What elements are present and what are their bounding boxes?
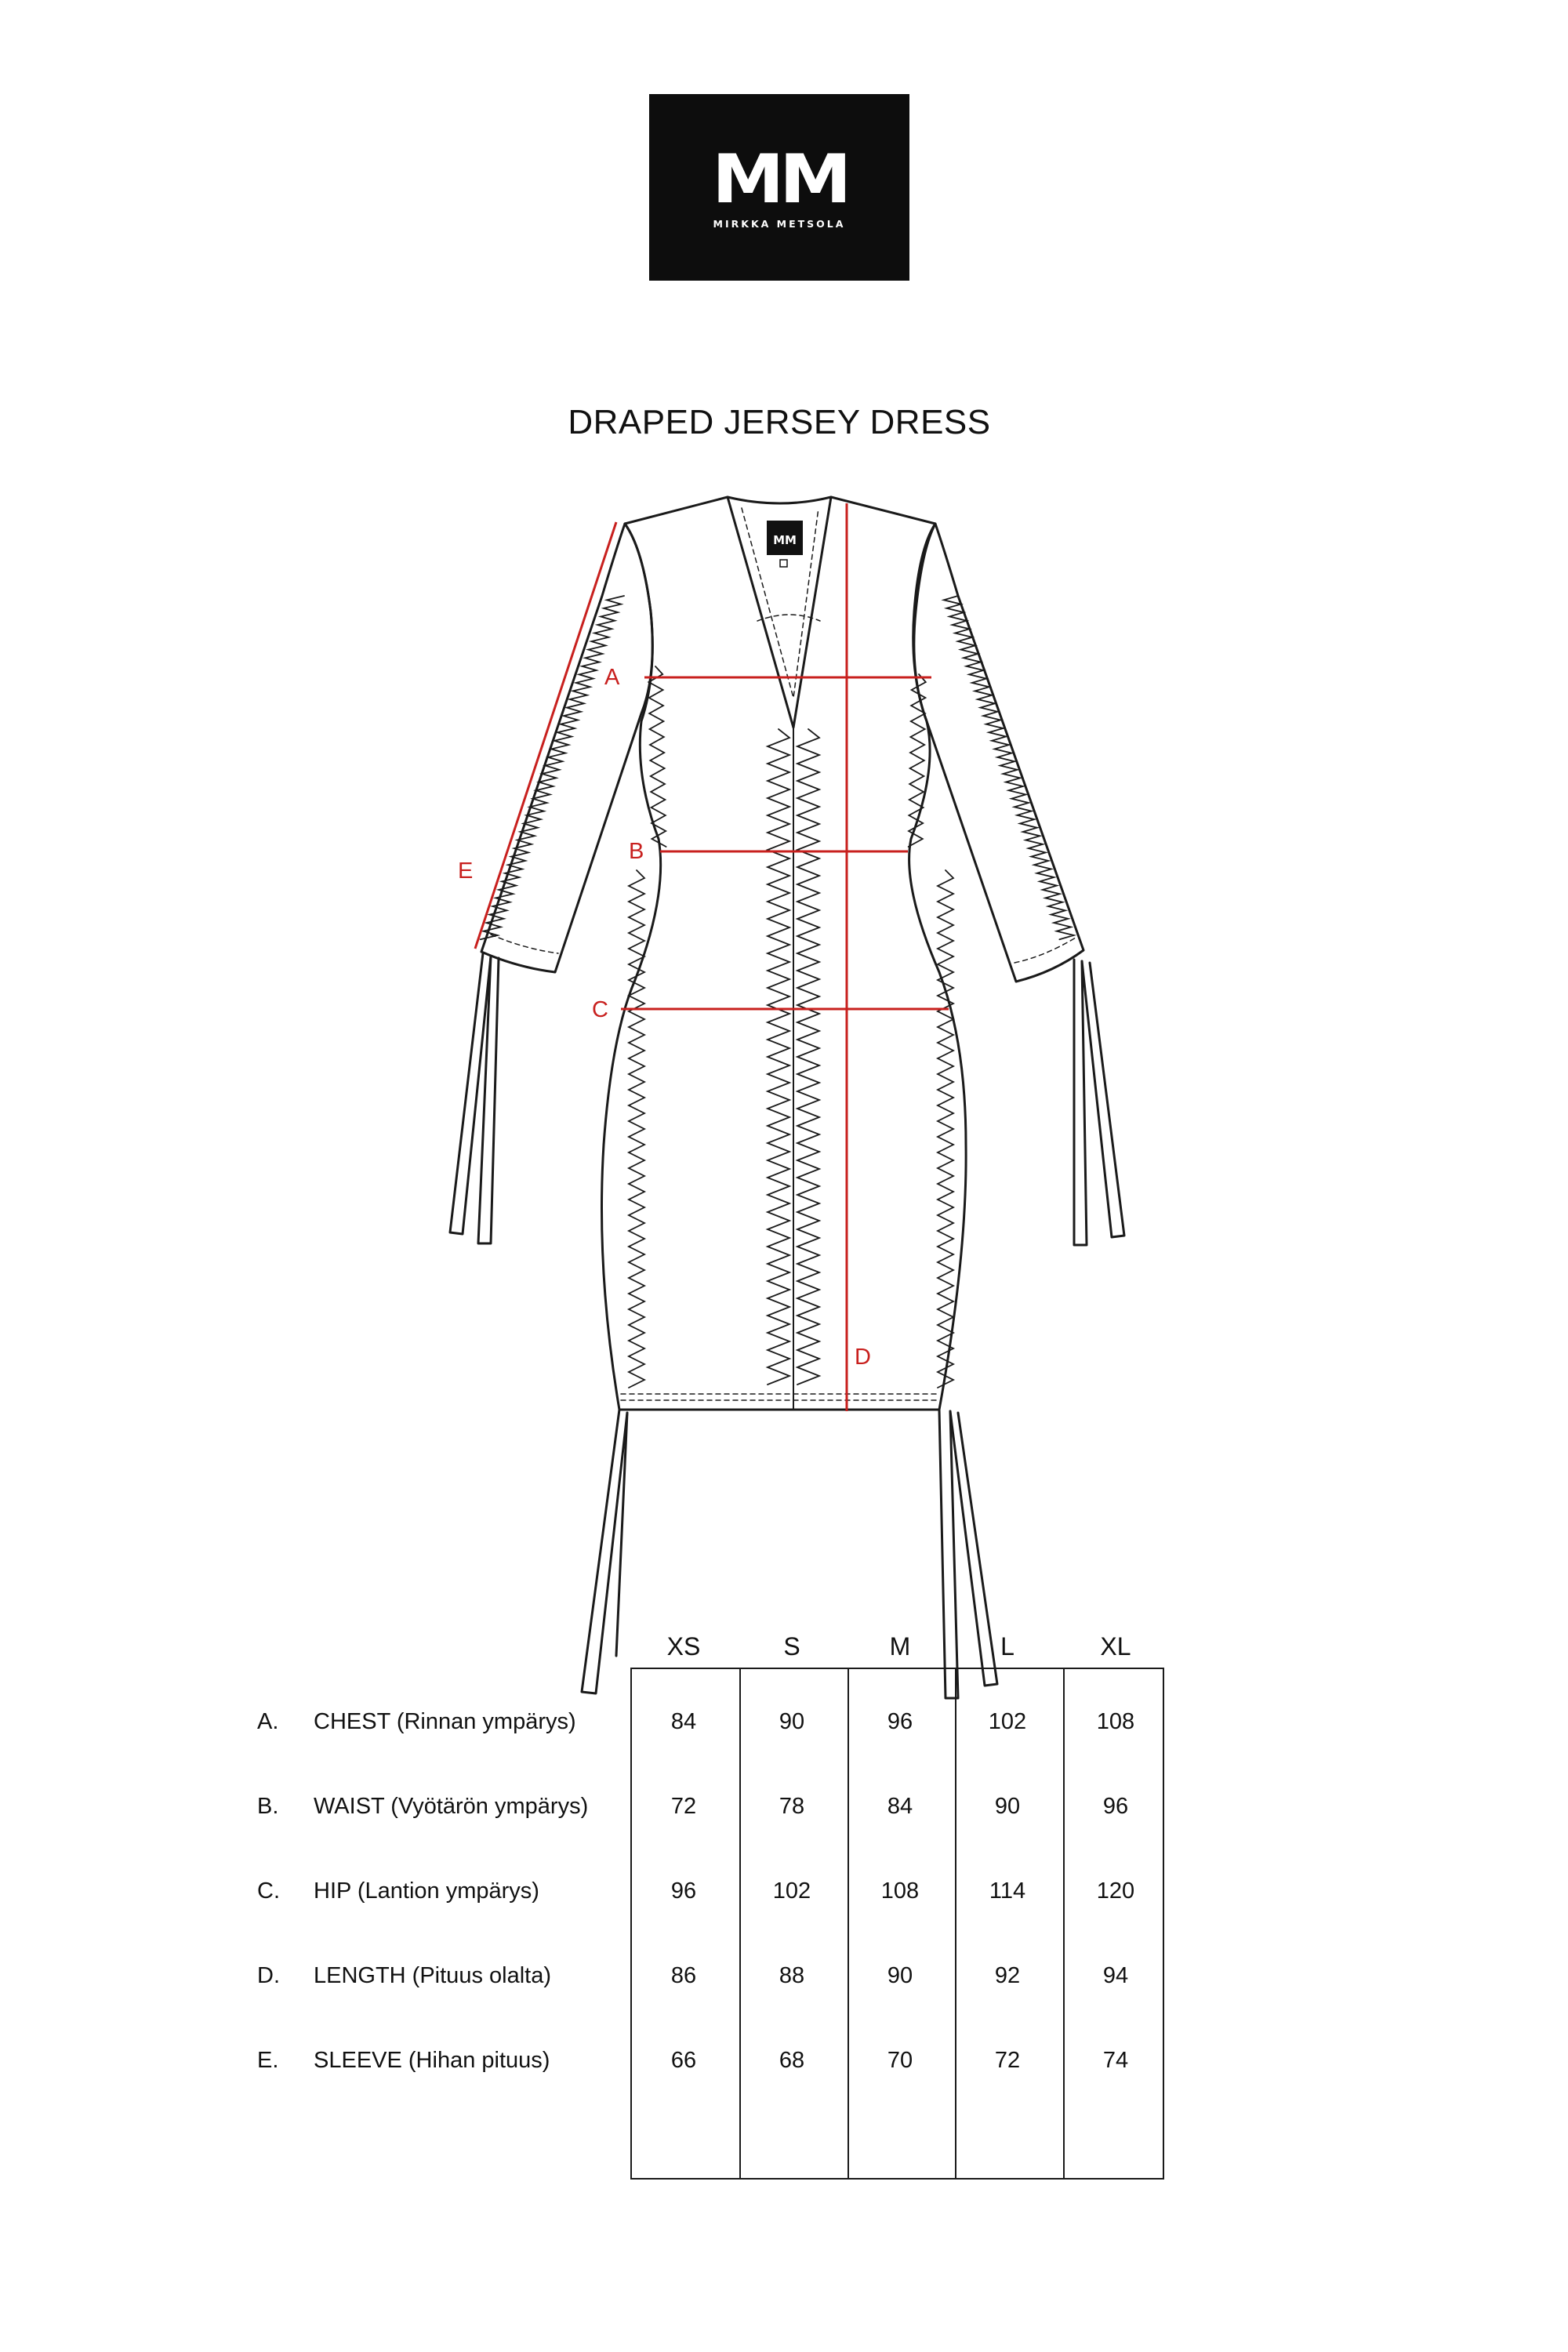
ruching-line: [629, 870, 644, 1388]
ruching-line: [944, 596, 1074, 939]
table-cell: 66: [670, 2048, 697, 2073]
ruching-line: [938, 870, 953, 1388]
measure-letter-b: B: [629, 839, 644, 864]
logo-text: MIRKKA METSOLA: [713, 218, 846, 230]
table-cell: 88: [779, 1963, 805, 1988]
dress-body: [602, 497, 967, 1410]
left-hem-tie-2: [616, 1413, 627, 1656]
table-cell: 94: [1102, 1963, 1129, 1988]
table-cell: 96: [1102, 1794, 1129, 1819]
table-cell: 74: [1102, 2048, 1129, 2073]
table-cell: 70: [887, 2048, 913, 2073]
right-cuff-seam: [1014, 938, 1076, 963]
logo-mark: MM: [712, 140, 847, 219]
table-cell: 86: [670, 1963, 697, 1988]
table-cell: 102: [988, 1709, 1027, 1734]
size-table-frame: [630, 1668, 1164, 2180]
row-label: LENGTH (Pituus olalta): [314, 1963, 551, 1988]
column-divider: [739, 1669, 741, 2178]
row-label: SLEEVE (Hihan pituus): [314, 2048, 550, 2073]
measure-line-e: [475, 522, 616, 949]
table-cell: 84: [887, 1794, 913, 1819]
table-cell: 78: [779, 1794, 805, 1819]
left-cuff-seam: [491, 935, 558, 953]
table-cell: 72: [670, 1794, 697, 1819]
left-cuff-tie-2: [478, 956, 499, 1243]
measure-letter-a: A: [604, 665, 620, 690]
row-letter: E.: [257, 2048, 279, 2073]
table-cell: 90: [779, 1709, 805, 1734]
table-cell: 108: [880, 1878, 920, 1904]
right-cuff-tie-2: [1082, 961, 1124, 1237]
table-cell: 90: [994, 1794, 1021, 1819]
row-letter: C.: [257, 1878, 280, 1904]
table-cell: 120: [1096, 1878, 1135, 1904]
ruching-line: [768, 729, 789, 1385]
ruching-gathers: [481, 596, 1074, 1388]
row-label: HIP (Lantion ympärys): [314, 1878, 539, 1904]
table-cell: 114: [989, 1878, 1026, 1904]
column-divider: [1063, 1669, 1065, 2178]
measure-letter-d: D: [855, 1345, 871, 1370]
table-cell: 96: [887, 1709, 913, 1734]
column-divider: [848, 1669, 849, 2178]
ruching-line: [797, 729, 819, 1385]
measure-letter-c: C: [592, 997, 608, 1022]
measure-letter-e: E: [458, 858, 474, 884]
row-letter: D.: [257, 1963, 280, 1988]
tag-mark: MM: [773, 533, 797, 547]
size-header-xl: XL: [1100, 1632, 1131, 1661]
row-letter: A.: [257, 1709, 279, 1734]
size-header-xs: XS: [666, 1632, 701, 1661]
column-divider: [955, 1669, 956, 2178]
table-cell: 68: [779, 2048, 805, 2073]
size-header-s: S: [783, 1632, 800, 1661]
product-title: DRAPED JERSEY DRESS: [568, 403, 991, 441]
row-label: CHEST (Rinnan ympärys): [314, 1709, 576, 1734]
table-cell: 72: [994, 2048, 1021, 2073]
right-cuff-tie: [1074, 960, 1087, 1245]
size-header-l: L: [1000, 1632, 1014, 1661]
table-cell: 90: [887, 1963, 913, 1988]
neck-label-tag: [767, 521, 803, 567]
table-cell: 108: [1096, 1709, 1135, 1734]
left-sleeve: [481, 524, 652, 972]
row-letter: B.: [257, 1794, 279, 1819]
table-cell: 84: [670, 1709, 697, 1734]
table-cell: 96: [670, 1878, 697, 1904]
table-cell: 92: [994, 1963, 1021, 1988]
size-header-m: M: [889, 1632, 911, 1661]
measurement-lines: [475, 503, 949, 1411]
table-cell: 102: [772, 1878, 811, 1904]
row-label: WAIST (Vyötärön ympärys): [314, 1794, 589, 1819]
